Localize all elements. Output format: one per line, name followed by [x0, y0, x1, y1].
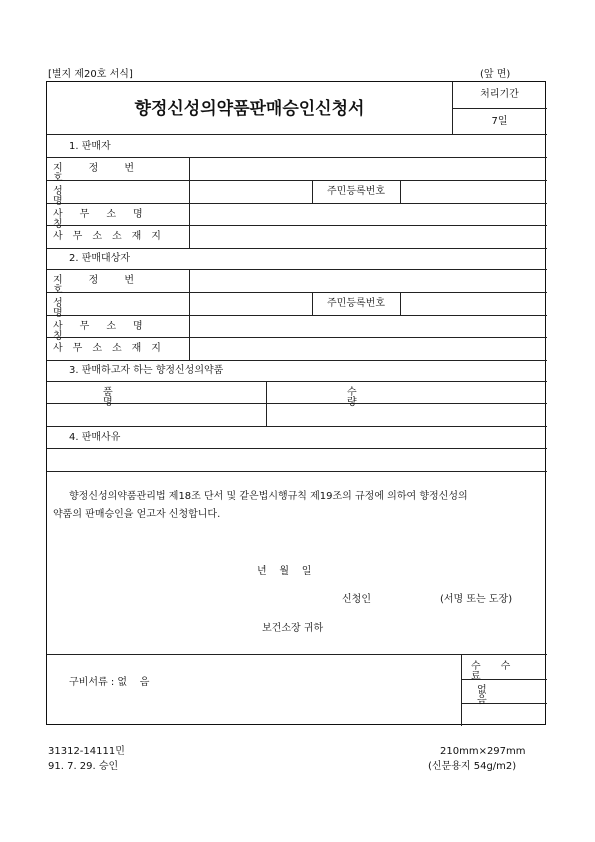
- application-date: 년 월 일: [257, 566, 312, 577]
- form-code: 31312-14111민: [48, 746, 125, 757]
- processing-value: 7일: [491, 116, 508, 127]
- addressee: 보건소장 귀하: [262, 623, 324, 634]
- seller-office-name-label: 사무소명칭: [53, 209, 160, 230]
- processing-label: 처리기간: [480, 89, 519, 100]
- statement-line2: 약품의 판매승인을 얻고자 신청합니다.: [53, 509, 221, 520]
- seller-resident-label: 주민등록번호: [327, 186, 385, 197]
- seller-office-address-label: 사무소소재지: [53, 231, 171, 242]
- approval-date: 91. 7. 29. 승인: [48, 761, 119, 772]
- seller-name-label: 성명: [53, 186, 181, 207]
- fee-label: 수수료: [471, 661, 531, 682]
- fee-value: 없음: [477, 685, 521, 706]
- buyer-designation-label: 지정번호: [53, 275, 160, 296]
- drugs-heading: 3. 판매하고자 하는 향정신성의약품: [69, 365, 224, 376]
- seller-designation-label: 지정번호: [53, 163, 160, 184]
- drugs-quantity-header: 수량: [347, 387, 457, 408]
- statement-line1: 향정신성의약품관리법 제18조 단서 및 같은법시행규칙 제19조의 규정에 의하여 향정신성의: [69, 491, 468, 502]
- applicant-label: 신청인: [342, 594, 371, 605]
- paper-type: (신문용지 54g/m2): [428, 761, 517, 772]
- buyer-resident-label: 주민등록번호: [327, 298, 385, 309]
- buyer-office-address-label: 사무소소재지: [53, 343, 171, 354]
- buyer-name-label: 성명: [53, 298, 181, 319]
- drugs-product-header: 품명: [103, 387, 203, 408]
- form-title: 향정신성의약품판매승인신청서: [134, 99, 365, 119]
- required-documents: 구비서류 : 없 음: [69, 677, 150, 688]
- page-side: (앞 면): [480, 69, 511, 80]
- paper-size: 210mm×297mm: [440, 746, 526, 757]
- buyer-office-name-label: 사무소명칭: [53, 321, 160, 342]
- reason-heading: 4. 판매사유: [69, 432, 121, 443]
- form-number: [별지 제20호 서식]: [48, 69, 133, 80]
- seller-heading: 1. 판매자: [69, 141, 111, 152]
- buyer-heading: 2. 판매대상자: [69, 253, 131, 264]
- application-form: [46, 81, 546, 725]
- signature-label: (서명 또는 도장): [440, 594, 513, 605]
